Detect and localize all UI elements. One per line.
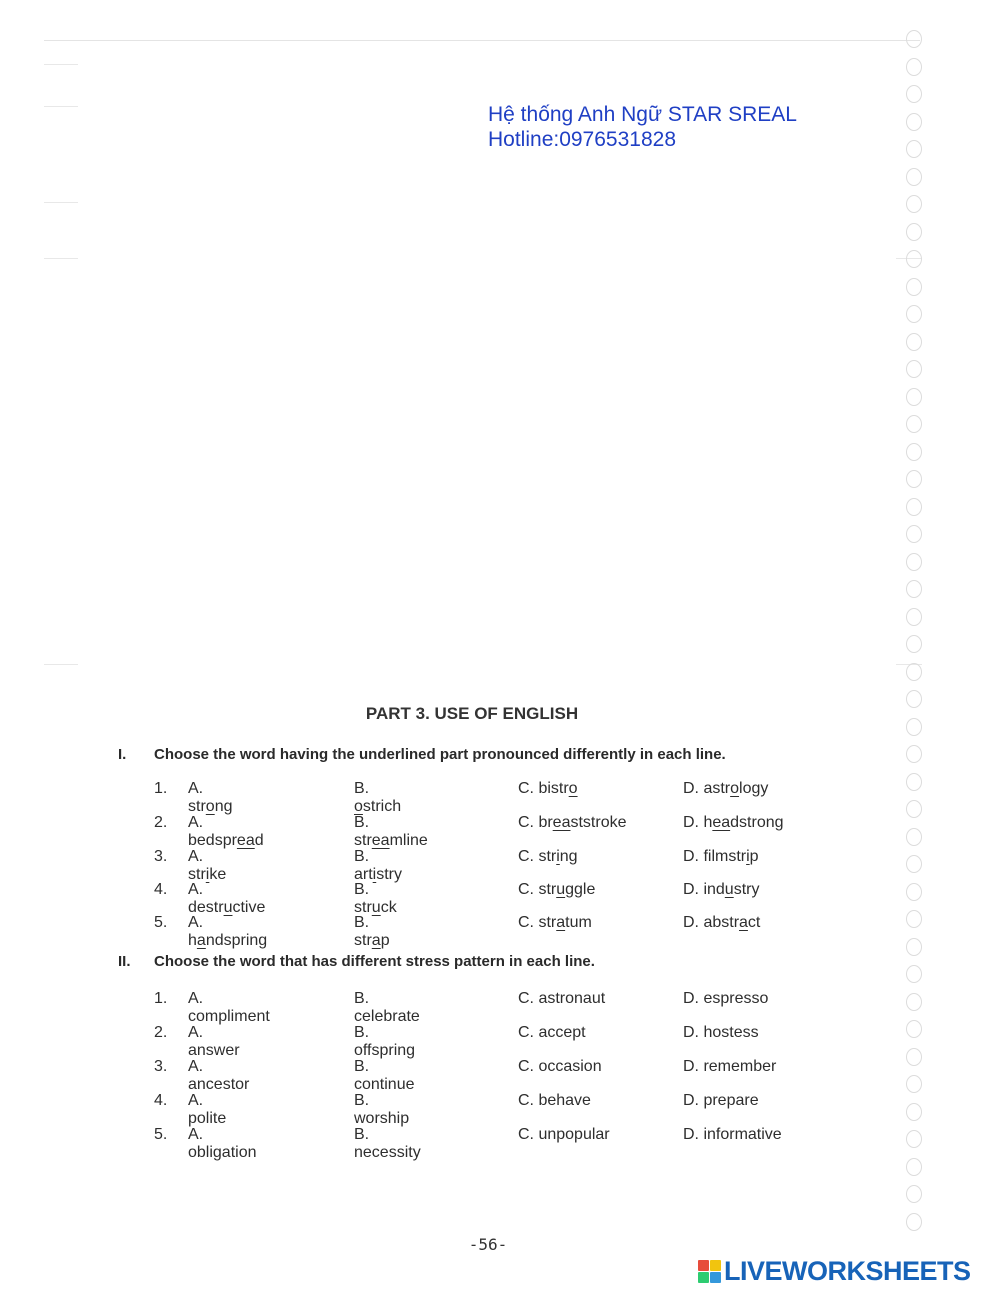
underlined-part: ea [371, 832, 390, 849]
binder-hole [906, 305, 922, 323]
ghost-line [44, 202, 78, 203]
underlined-part: a [196, 932, 206, 949]
option-d[interactable]: D. remember [683, 1058, 777, 1075]
option-a[interactable]: A. polite [188, 1092, 227, 1127]
question-number: 5. [154, 914, 168, 931]
option-a[interactable]: A. bedspread [188, 814, 264, 849]
option-c[interactable]: C. unpopular [518, 1126, 610, 1143]
option-d[interactable]: D. headstrong [683, 814, 784, 831]
question-number: 1. [154, 990, 168, 1007]
option-b[interactable]: B. strap [354, 914, 390, 949]
binder-hole [906, 498, 922, 516]
binder-hole [906, 85, 922, 103]
underlined-part: o [730, 780, 740, 797]
underlined-part: u [724, 881, 734, 898]
logo-square [698, 1260, 709, 1271]
option-d[interactable]: D. espresso [683, 990, 769, 1007]
binder-hole [906, 910, 922, 928]
question-number: 2. [154, 814, 168, 831]
ghost-line [44, 258, 78, 259]
option-a[interactable]: A. compliment [188, 990, 270, 1025]
underlined-part: ea [552, 814, 571, 831]
option-b[interactable]: B. streamline [354, 814, 428, 849]
binder-hole [906, 1075, 922, 1093]
option-a[interactable]: A. answer [188, 1024, 240, 1059]
school-header [488, 102, 797, 152]
binder-hole [906, 745, 922, 763]
underlined-part: u [371, 899, 381, 916]
question-number: 2. [154, 1024, 168, 1041]
ghost-line [44, 106, 78, 107]
section-heading [118, 746, 726, 763]
option-a[interactable]: A. strike [188, 848, 227, 883]
binder-hole [906, 938, 922, 956]
option-b[interactable]: B. worship [354, 1092, 410, 1127]
binder-hole [906, 1158, 922, 1176]
option-a[interactable]: A. ancestor [188, 1058, 250, 1093]
logo-square [698, 1272, 709, 1283]
binder-hole [906, 278, 922, 296]
option-a[interactable]: A. obligation [188, 1126, 257, 1161]
underlined-part: a [556, 914, 566, 931]
option-b[interactable]: B. artistry [354, 848, 403, 883]
binder-hole [906, 1048, 922, 1066]
option-a[interactable]: A. strong [188, 780, 233, 815]
underlined-part: i [205, 866, 210, 883]
liveworksheets-logo [698, 1256, 971, 1287]
option-b[interactable]: B. necessity [354, 1126, 421, 1161]
logo-text: LIVEWORKSHEETS [724, 1256, 971, 1286]
part-title: PART 3. USE OF ENGLISH [365, 704, 579, 723]
option-c[interactable]: C. occasion [518, 1058, 602, 1075]
logo-square [710, 1260, 721, 1271]
binder-hole [906, 773, 922, 791]
logo-square [710, 1272, 721, 1283]
binder-hole [906, 828, 922, 846]
option-c[interactable]: C. bistro [518, 780, 578, 797]
binder-hole [906, 883, 922, 901]
binder-hole [906, 140, 922, 158]
binder-hole [906, 993, 922, 1011]
binder-hole [906, 855, 922, 873]
option-b[interactable]: B. struck [354, 881, 397, 916]
binder-hole [906, 58, 922, 76]
binder-hole [906, 113, 922, 131]
binder-hole [906, 580, 922, 598]
underlined-part: o [205, 798, 215, 815]
question-number: 4. [154, 1092, 168, 1109]
binder-hole [906, 415, 922, 433]
binder-hole [906, 800, 922, 818]
binder-hole [906, 608, 922, 626]
underlined-part: u [556, 881, 566, 898]
binder-hole [906, 1185, 922, 1203]
option-a[interactable]: A. destructive [188, 881, 266, 916]
binder-hole [906, 1130, 922, 1148]
underlined-part: ea [712, 814, 731, 831]
binder-hole [906, 250, 922, 268]
option-c[interactable]: C. breaststroke [518, 814, 627, 831]
school-name: Hệ thống Anh Ngữ STAR SREAL [488, 103, 797, 126]
option-d[interactable]: D. prepare [683, 1092, 759, 1109]
binder-hole [906, 663, 922, 681]
option-d[interactable]: D. industry [683, 881, 760, 898]
underlined-part: o [354, 798, 363, 815]
section-instruction: Choose the word having the underlined part pronounced differently in each line. [154, 746, 726, 763]
option-a[interactable]: A. handspring [188, 914, 268, 949]
question-number: 3. [154, 848, 168, 865]
section-instruction: Choose the word that has different stress pattern in each line. [154, 953, 595, 970]
underlined-part: i [746, 848, 750, 865]
question-number: 4. [154, 881, 168, 898]
binder-hole [906, 443, 922, 461]
page-edge-line [44, 40, 920, 41]
option-d[interactable]: D. informative [683, 1126, 782, 1143]
binder-hole [906, 333, 922, 351]
underlined-part: a [739, 914, 748, 931]
question-number: 3. [154, 1058, 168, 1075]
underlined-part: u [223, 899, 233, 916]
underlined-part: o [568, 780, 578, 797]
binder-hole [906, 470, 922, 488]
option-c[interactable]: C. struggle [518, 881, 596, 898]
binder-hole [906, 168, 922, 186]
underlined-part: i [556, 848, 560, 865]
option-b[interactable]: B. offspring [354, 1024, 416, 1059]
binder-hole [906, 1213, 922, 1231]
option-c[interactable]: C. string [518, 848, 578, 865]
section-number: II. [118, 953, 131, 970]
binder-hole [906, 360, 922, 378]
option-c[interactable]: C. behave [518, 1092, 591, 1109]
option-d[interactable]: D. hostess [683, 1024, 759, 1041]
ghost-line [44, 64, 78, 65]
underlined-part: a [371, 932, 381, 949]
hotline: Hotline:0976531828 [488, 128, 676, 151]
question-number: 5. [154, 1126, 168, 1143]
binder-hole [906, 195, 922, 213]
option-c[interactable]: C. stratum [518, 914, 592, 931]
option-d[interactable]: D. astrology [683, 780, 769, 797]
option-b[interactable]: B. continue [354, 1058, 415, 1093]
liveworksheets-logo-icon [698, 1260, 721, 1283]
binder-hole [906, 525, 922, 543]
option-b[interactable]: B. celebrate [354, 990, 420, 1025]
underlined-part: ea [236, 832, 255, 849]
binder-hole [906, 1020, 922, 1038]
option-b[interactable]: B. ostrich [354, 780, 402, 815]
option-d[interactable]: D. filmstrip [683, 848, 759, 865]
option-c[interactable]: C. astronaut [518, 990, 606, 1007]
binder-hole [906, 965, 922, 983]
question-number: 1. [154, 780, 168, 797]
binder-hole [906, 635, 922, 653]
binder-hole [906, 223, 922, 241]
underlined-part: i [372, 866, 377, 883]
section-number: I. [118, 746, 127, 763]
section-heading [118, 953, 595, 970]
ghost-line [44, 664, 78, 665]
binder-hole [906, 388, 922, 406]
option-d[interactable]: D. abstract [683, 914, 761, 931]
option-c[interactable]: C. accept [518, 1024, 586, 1041]
page-number: -56- [468, 1235, 508, 1254]
binder-hole [906, 553, 922, 571]
binder-hole [906, 30, 922, 48]
binder-hole [906, 1103, 922, 1121]
